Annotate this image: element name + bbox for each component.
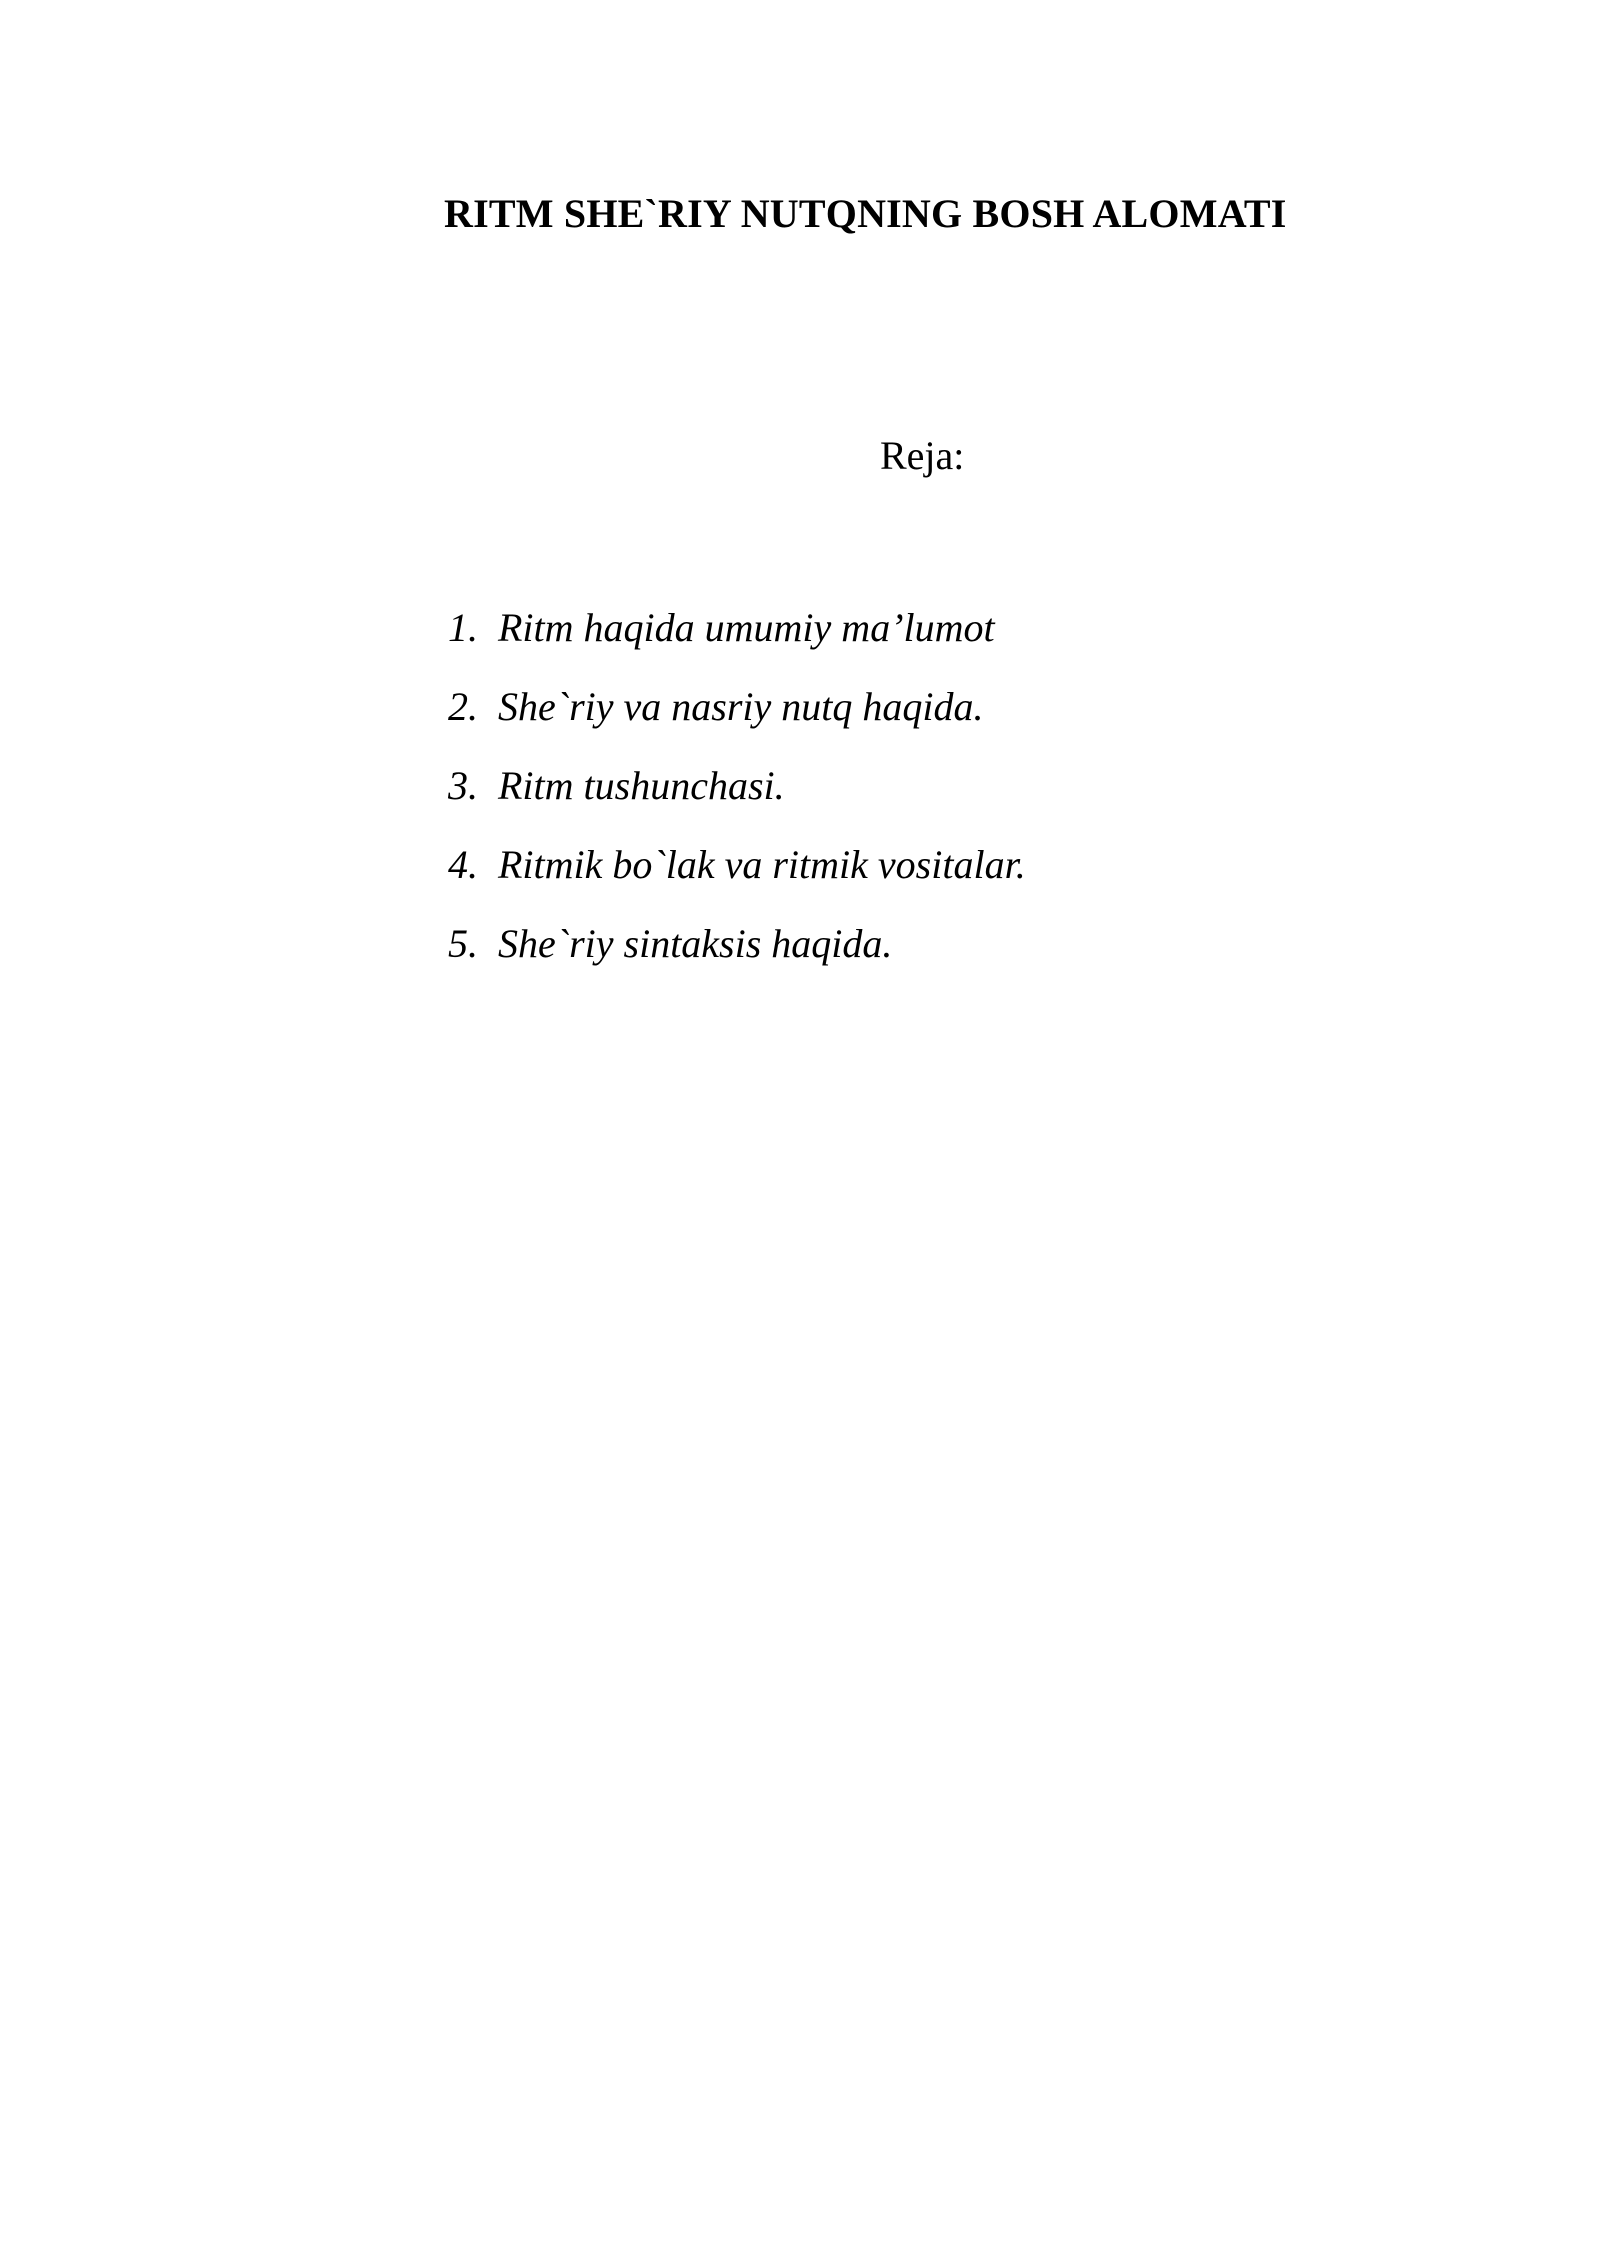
plan-item-text: She`riy sintaksis haqida. (498, 921, 893, 966)
plan-item-number: 2. (448, 684, 478, 729)
plan-item (448, 904, 1026, 983)
plan-item (448, 746, 1026, 825)
plan-item-text: Ritm haqida umumiy ma’lumot (498, 605, 995, 650)
plan-item-text: Ritmik bo`lak va ritmik vositalar. (498, 842, 1026, 887)
plan-item (448, 667, 1026, 746)
plan-item-number: 1. (448, 605, 478, 650)
plan-item-number: 4. (448, 842, 478, 887)
plan-item-number: 5. (448, 921, 478, 966)
plan-list (448, 588, 1026, 983)
plan-item-text: Ritm tushunchasi. (498, 763, 785, 808)
plan-item-number: 3. (448, 763, 478, 808)
document-title: RITM SHE`RIY NUTQNING BOSH ALOMATI (444, 191, 1287, 236)
plan-item-text: She`riy va nasriy nutq haqida. (498, 684, 984, 729)
plan-heading: Reja: (880, 433, 965, 478)
plan-item (448, 825, 1026, 904)
plan-item (448, 588, 1026, 667)
